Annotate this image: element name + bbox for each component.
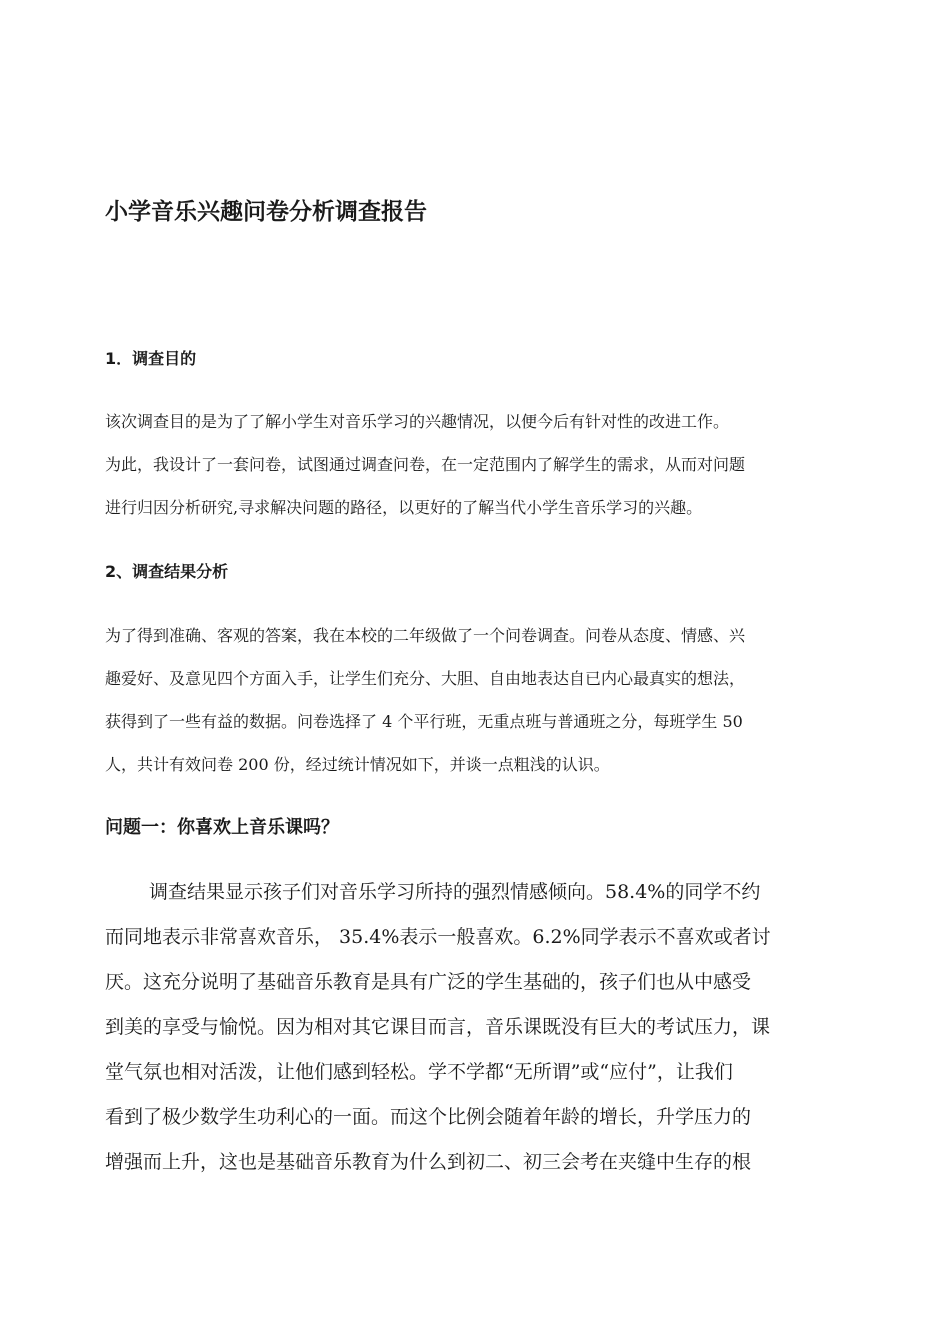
paragraph-line: 为此，我设计了一套问卷，试图通过调查问卷，在一定范围内了解学生的需求，从而对问题 — [105, 455, 746, 474]
paragraph-line: 调查结果显示孩子们对音乐学习所持的强烈情感倾向。58.4%的同学不约 — [149, 881, 761, 903]
paragraph-line: 人，共计有效问卷 200 份，经过统计情况如下，并谈一点粗浅的认识。 — [105, 755, 610, 774]
document-title: 小学音乐兴趣问卷分析调查报告 — [105, 199, 427, 225]
paragraph-line: 获得到了一些有益的数据。问卷选择了 4 个平行班，无重点班与普通班之分，每班学生 50 — [105, 712, 743, 731]
question-one-paragraph — [105, 870, 850, 1185]
paragraph-line: 增强而上升，这也是基础音乐教育为什么到初二、初三会考在夹缝中生存的根 — [105, 1151, 752, 1173]
paragraph-line: 趣爱好、及意见四个方面入手，让学生们充分、大胆、自由地表达自已内心最真实的想法， — [105, 669, 746, 688]
paragraph-line: 为了得到准确、客观的答案，我在本校的二年级做了一个问卷调查。问卷从态度、情感、兴 — [105, 626, 746, 645]
paragraph-line: 而同地表示非常喜欢音乐， 35.4%表示一般喜欢。6.2%同学表示不喜欢或者讨 — [105, 926, 771, 948]
section-purpose-paragraph — [105, 400, 850, 529]
section-heading-results: 2、调查结果分析 — [105, 562, 229, 581]
paragraph-line: 堂气氛也相对活泼，让他们感到轻松。学不学都“无所谓”或“应付”，让我们 — [105, 1061, 733, 1083]
paragraph-line: 该次调查目的是为了了解小学生对音乐学习的兴趣情况，以便今后有针对性的改进工作。 — [105, 412, 730, 431]
section-heading-purpose: 1．调查目的 — [105, 349, 197, 368]
paragraph-line: 看到了极少数学生功利心的一面。而这个比例会随着年龄的增长，升学压力的 — [105, 1106, 752, 1128]
paragraph-line: 到美的享受与愉悦。因为相对其它课目而言，音乐课既没有巨大的考试压力，课 — [105, 1016, 771, 1038]
question-one-heading: 问题一：你喜欢上音乐课吗？ — [105, 817, 339, 838]
paragraph-line: 厌。这充分说明了基础音乐教育是具有广泛的学生基础的，孩子们也从中感受 — [105, 971, 752, 993]
paragraph-line: 进行归因分析研究,寻求解决问题的路径，以更好的了解当代小学生音乐学习的兴趣。 — [105, 498, 703, 517]
section-results-paragraph — [105, 614, 850, 786]
